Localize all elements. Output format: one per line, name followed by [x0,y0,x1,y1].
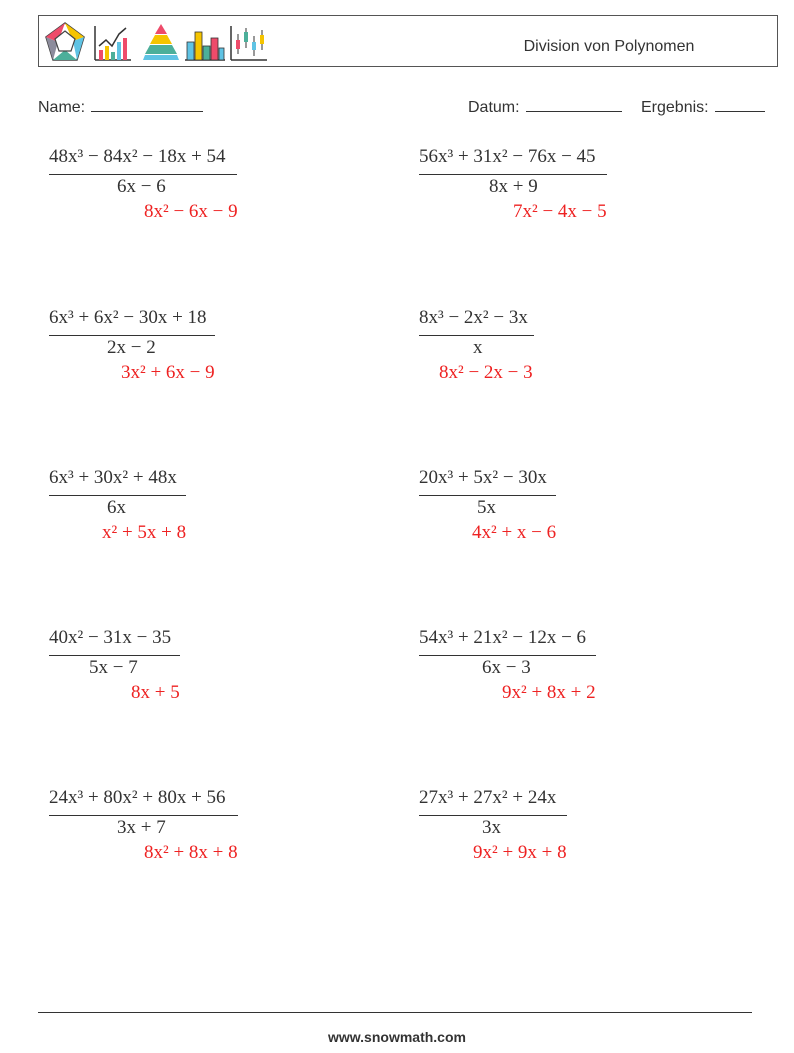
problem-denominator: 3x [482,817,501,838]
bar-chart-icon [183,20,227,64]
problem-numerator: 6x³ + 30x² + 48x [49,467,177,488]
line-bar-chart-icon [91,20,135,64]
problem-denominator: 6x − 6 [117,176,166,197]
problem-denominator: 8x + 9 [489,176,538,197]
date-label: Datum: [468,99,520,116]
pentagon-chart-icon [43,20,87,64]
date-field[interactable] [468,93,622,117]
name-blank[interactable] [91,93,203,112]
pyramid-chart-icon [139,20,183,64]
candlestick-chart-icon [227,20,271,64]
problem-numerator: 8x³ − 2x² − 3x [419,307,528,328]
fraction-bar [419,655,596,656]
fraction-bar [49,495,186,496]
fraction-bar [49,655,180,656]
problem-numerator: 56x³ + 31x² − 76x − 45 [419,146,596,167]
fraction-bar [419,174,607,175]
fraction-bar [419,495,556,496]
problem-numerator: 54x³ + 21x² − 12x − 6 [419,627,587,648]
problem-answer: 7x² − 4x − 5 [513,201,607,222]
name-label: Name: [38,99,86,116]
result-blank[interactable] [715,93,765,112]
problem-answer: 9x² + 8x + 2 [502,682,596,703]
name-field[interactable] [38,93,203,117]
fraction-bar [49,815,238,816]
problem-denominator: 3x + 7 [117,817,166,838]
problem-numerator: 24x³ + 80x² + 80x + 56 [49,787,226,808]
fraction-bar [419,335,534,336]
result-field[interactable] [641,93,765,117]
problem-answer: 8x² + 8x + 8 [144,842,238,863]
problem-answer: 8x² − 2x − 3 [439,362,533,383]
result-label: Ergebnis: [641,99,709,116]
header-box [38,15,778,67]
problem-denominator: x [473,337,483,358]
problem-numerator: 40x² − 31x − 35 [49,627,172,648]
worksheet-title: Division von Polynomen [523,38,695,55]
problem-answer: x² + 5x + 8 [102,522,187,543]
problem-answer: 3x² + 6x − 9 [121,362,215,383]
problem-denominator: 2x − 2 [107,337,156,358]
problem-answer: 8x² − 6x − 9 [144,201,238,222]
problem-denominator: 6x − 3 [482,657,531,678]
fraction-bar [49,174,237,175]
problem-numerator: 48x³ − 84x² − 18x + 54 [49,146,226,167]
problem-numerator: 20x³ + 5x² − 30x [419,467,547,488]
problem-answer: 8x + 5 [131,682,180,703]
problem-denominator: 5x [477,497,496,518]
footer-url[interactable]: www.snowmath.com [328,1029,466,1045]
date-blank[interactable] [526,93,622,112]
problem-denominator: 6x [107,497,126,518]
footer-divider [38,1012,752,1013]
problem-numerator: 6x³ + 6x² − 30x + 18 [49,307,207,328]
fraction-bar [419,815,567,816]
problem-answer: 9x² + 9x + 8 [473,842,567,863]
problem-denominator: 5x − 7 [89,657,138,678]
problem-answer: 4x² + x − 6 [472,522,557,543]
problem-numerator: 27x³ + 27x² + 24x [419,787,557,808]
fraction-bar [49,335,215,336]
